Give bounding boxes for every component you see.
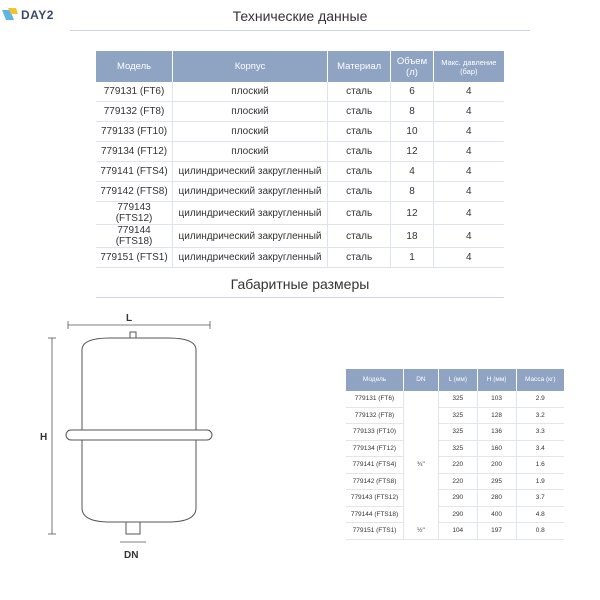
table-row <box>346 490 564 507</box>
table-row <box>346 440 564 457</box>
cell-dn <box>404 506 439 523</box>
cell-height: 136 <box>477 424 516 441</box>
cell-model: 779132 (FT8) <box>96 102 173 122</box>
cell-volume: 10 <box>391 122 433 142</box>
cell-height: 280 <box>477 490 516 507</box>
cell-body: цилиндрический закругленный <box>173 182 328 202</box>
col-header-pressure: Макс. давление (бар) <box>433 51 504 82</box>
cell-model: 779134 (FT12) <box>96 142 173 162</box>
cell-mass: 3.7 <box>516 490 564 507</box>
table-row <box>346 407 564 424</box>
cell-body: цилиндрический закругленный <box>173 225 328 248</box>
cell-model: 779141 (FTS4) <box>96 162 173 182</box>
cell-pressure: 4 <box>433 248 504 268</box>
table-header-row <box>96 51 504 82</box>
table-row <box>96 82 504 102</box>
title-divider <box>96 297 504 298</box>
cell-material: сталь <box>327 202 390 225</box>
cell-body: цилиндрический закругленный <box>173 248 328 268</box>
table-row <box>96 202 504 225</box>
table-row <box>346 506 564 523</box>
cell-model: 779143 (FTS12) <box>346 490 404 507</box>
col-header-dn: DN <box>404 369 439 391</box>
cell-length: 325 <box>438 407 477 424</box>
cell-volume: 4 <box>391 162 433 182</box>
cell-body: плоский <box>173 142 328 162</box>
cell-dn <box>404 424 439 441</box>
cell-pressure: 4 <box>433 142 504 162</box>
cell-length: 220 <box>438 473 477 490</box>
dim-label-length: L <box>126 313 133 324</box>
cell-material: сталь <box>327 225 390 248</box>
cell-pressure: 4 <box>433 202 504 225</box>
col-header-material: Материал <box>327 51 390 82</box>
table-row <box>346 457 564 474</box>
cell-material: сталь <box>327 182 390 202</box>
cell-material: сталь <box>327 162 390 182</box>
cell-volume: 8 <box>391 102 433 122</box>
col-header-mass: Масса (кг) <box>516 369 564 391</box>
table-row <box>96 102 504 122</box>
logo-text: DAY2 <box>21 8 54 22</box>
cell-height: 160 <box>477 440 516 457</box>
cell-mass: 4.8 <box>516 506 564 523</box>
dimensions-title: Габаритные размеры <box>230 276 370 292</box>
cell-model: 779143 (FTS12) <box>96 202 173 225</box>
cell-mass: 1.6 <box>516 457 564 474</box>
tech-data-table <box>96 51 504 268</box>
table-row <box>96 162 504 182</box>
cell-pressure: 4 <box>433 102 504 122</box>
cell-volume: 6 <box>391 82 433 102</box>
cell-length: 220 <box>438 457 477 474</box>
cell-model: 779133 (FT10) <box>346 424 404 441</box>
table-row <box>96 182 504 202</box>
cell-mass: 3.4 <box>516 440 564 457</box>
table-row <box>346 473 564 490</box>
cell-pressure: 4 <box>433 82 504 102</box>
cell-body: плоский <box>173 122 328 142</box>
cell-dn <box>404 440 439 457</box>
cell-body: плоский <box>173 82 328 102</box>
cell-model: 779133 (FT10) <box>96 122 173 142</box>
cell-mass: 2.9 <box>516 391 564 407</box>
cell-body: цилиндрический закругленный <box>173 202 328 225</box>
cell-model: 779131 (FT6) <box>96 82 173 102</box>
table-header-row <box>346 369 564 391</box>
tank-drawing <box>40 310 240 570</box>
cell-length: 290 <box>438 490 477 507</box>
cell-pressure: 4 <box>433 122 504 142</box>
cell-height: 200 <box>477 457 516 474</box>
cell-model: 779142 (FTS8) <box>96 182 173 202</box>
col-header-height: H (мм) <box>477 369 516 391</box>
cell-pressure: 4 <box>433 162 504 182</box>
cell-model: 779141 (FTS4) <box>346 457 404 474</box>
table-row <box>346 391 564 407</box>
cell-pressure: 4 <box>433 225 504 248</box>
cell-body: цилиндрический закругленный <box>173 162 328 182</box>
cell-model: 779142 (FTS8) <box>346 473 404 490</box>
cell-mass: 3.3 <box>516 424 564 441</box>
title-divider <box>70 30 530 31</box>
cell-model: 779132 (FT8) <box>346 407 404 424</box>
cell-length: 325 <box>438 424 477 441</box>
cell-model: 779151 (FTS1) <box>96 248 173 268</box>
cell-body: плоский <box>173 102 328 122</box>
cell-dn <box>404 407 439 424</box>
cell-mass: 1.9 <box>516 473 564 490</box>
cell-height: 295 <box>477 473 516 490</box>
cell-dn <box>404 473 439 490</box>
cell-material: сталь <box>327 142 390 162</box>
cell-material: сталь <box>327 122 390 142</box>
cell-length: 325 <box>438 391 477 407</box>
cell-material: сталь <box>327 248 390 268</box>
cell-volume: 8 <box>391 182 433 202</box>
cell-length: 290 <box>438 506 477 523</box>
cell-mass: 3.2 <box>516 407 564 424</box>
cell-volume: 12 <box>391 202 433 225</box>
cell-pressure: 4 <box>433 182 504 202</box>
cell-length: 325 <box>438 440 477 457</box>
col-header-model: Модель <box>96 51 173 82</box>
table-row <box>96 122 504 142</box>
cell-volume: 18 <box>391 225 433 248</box>
cell-volume: 1 <box>391 248 433 268</box>
table-row <box>96 142 504 162</box>
dim-label-dn: DN <box>124 550 139 561</box>
cell-dn: ¾" <box>404 457 439 474</box>
tech-data-title: Технические данные <box>232 8 368 24</box>
table-row <box>346 523 564 540</box>
cell-dn: ½" <box>404 523 439 540</box>
cell-model: 779151 (FTS1) <box>346 523 404 540</box>
cell-model: 779131 (FT6) <box>346 391 404 407</box>
tank-outline <box>66 332 212 534</box>
table-row <box>346 424 564 441</box>
cell-height: 103 <box>477 391 516 407</box>
cell-model: 779144 (FTS18) <box>96 225 173 248</box>
dimensions-table <box>346 369 564 540</box>
col-header-volume: Объем (л) <box>391 51 433 82</box>
cell-model: 779144 (FTS18) <box>346 506 404 523</box>
col-header-body: Корпус <box>173 51 328 82</box>
cell-length: 104 <box>438 523 477 540</box>
cell-height: 197 <box>477 523 516 540</box>
cell-dn <box>404 490 439 507</box>
cell-mass: 0.8 <box>516 523 564 540</box>
cell-volume: 12 <box>391 142 433 162</box>
col-header-length: L (мм) <box>438 369 477 391</box>
dim-label-height: H <box>40 432 48 443</box>
cell-material: сталь <box>327 82 390 102</box>
col-header-model: Модель <box>346 369 404 391</box>
cell-model: 779134 (FT12) <box>346 440 404 457</box>
cell-height: 400 <box>477 506 516 523</box>
cell-dn <box>404 391 439 407</box>
cell-material: сталь <box>327 102 390 122</box>
table-row <box>96 225 504 248</box>
cell-height: 128 <box>477 407 516 424</box>
table-row <box>96 248 504 268</box>
